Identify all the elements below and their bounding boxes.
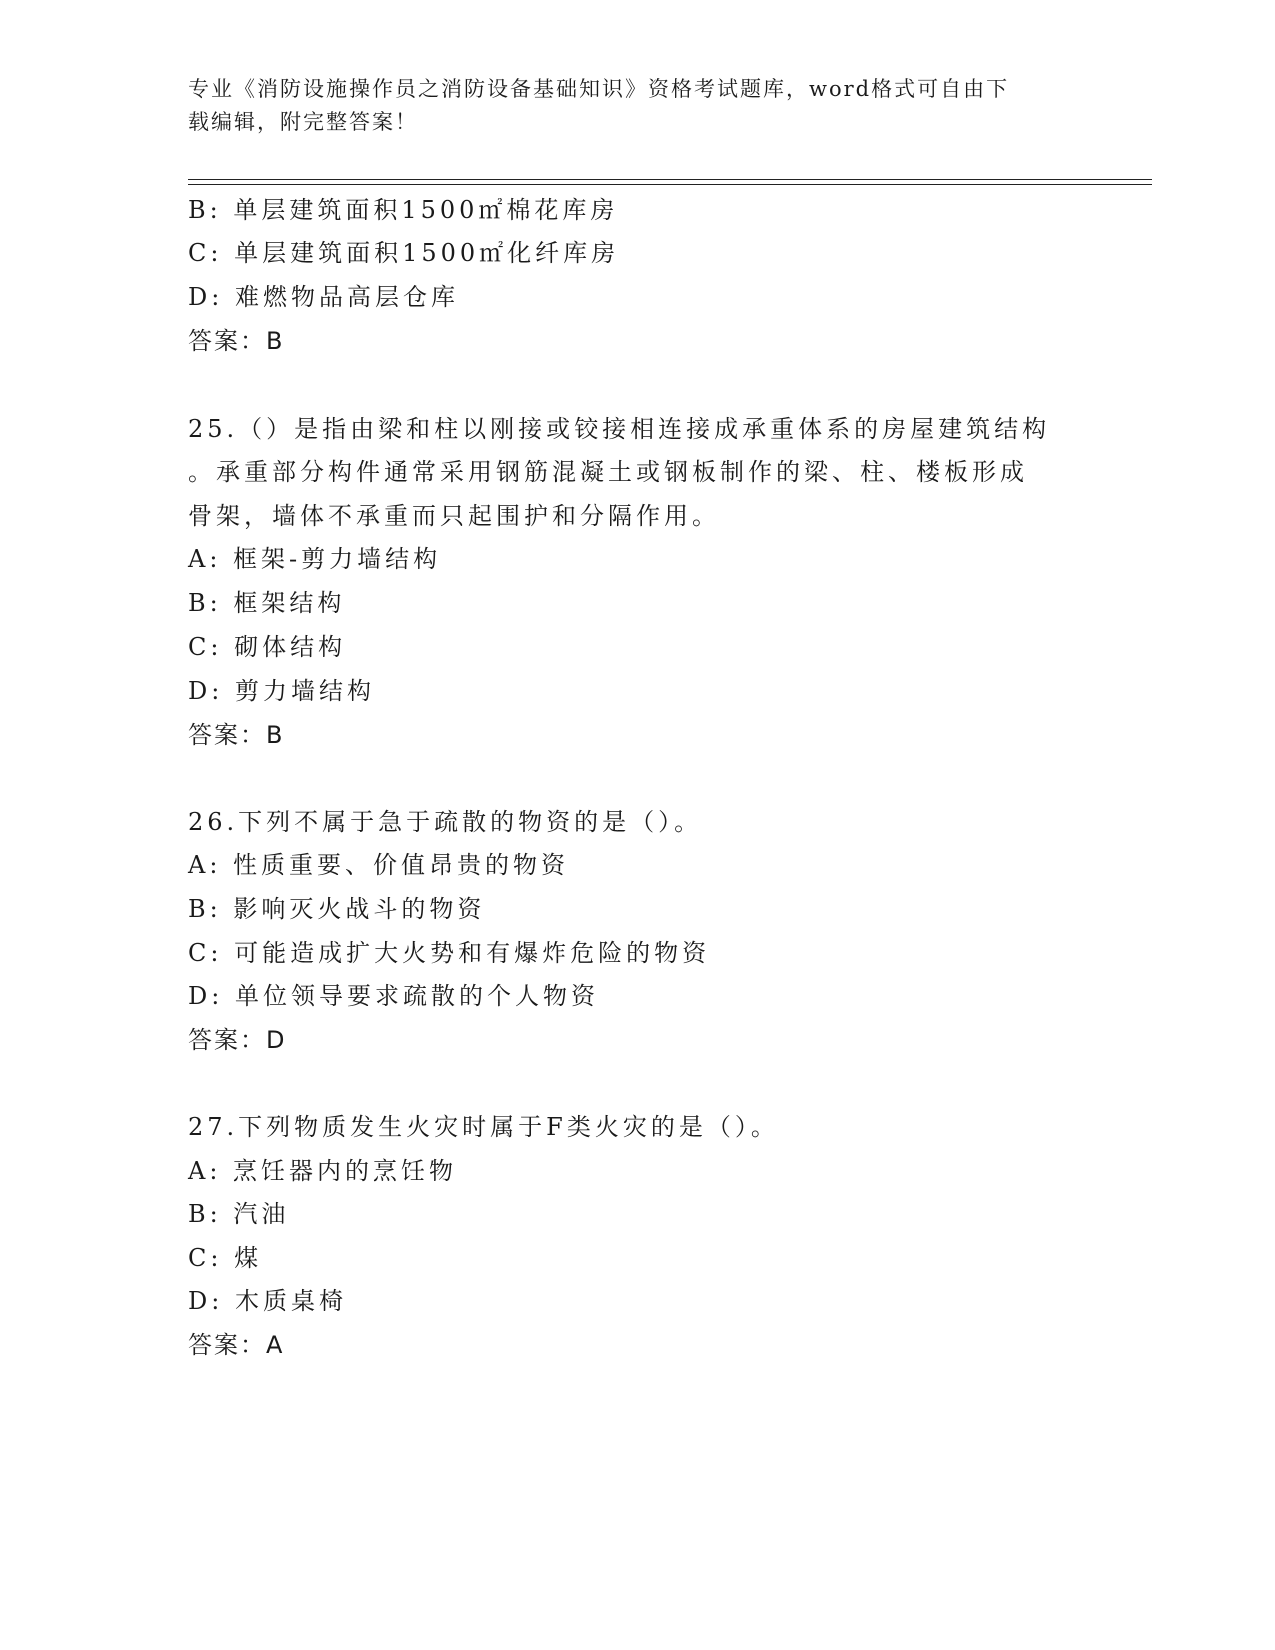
q26-option-a: A: 性质重要、价值昂贵的物资 <box>188 851 570 879</box>
q25-option-a: A: 框架-剪力墙结构 <box>188 545 442 573</box>
q26-option-b: B: 影响灭火战斗的物资 <box>188 895 486 923</box>
q25-option-c: C: 砌体结构 <box>188 633 347 661</box>
q27-option-c: C: 煤 <box>188 1244 263 1272</box>
q25-option-b: B: 框架结构 <box>188 589 346 617</box>
q24-answer: 答案：B <box>188 327 285 355</box>
q24-option-b: B: 单层建筑面积1500㎡棉花库房 <box>188 196 619 224</box>
header-line-1: 专业《消防设施操作员之消防设备基础知识》资格考试题库，word格式可自由下 <box>188 77 1010 101</box>
q25-answer: 答案：B <box>188 721 285 749</box>
header-line-2: 载编辑，附完整答案！ <box>188 110 418 134</box>
header-rule-bottom <box>188 184 1152 185</box>
q27-stem: 27.下列物质发生火灾时属于F类火灾的是（）。 <box>188 1113 779 1141</box>
page-header <box>188 73 1068 139</box>
q26-stem: 26.下列不属于急于疏散的物资的是（）。 <box>188 808 703 836</box>
q24-option-c: C: 单层建筑面积1500㎡化纤库房 <box>188 239 620 267</box>
q24-option-d: D: 难燃物品高层仓库 <box>188 283 459 311</box>
q27-option-d: D: 木质桌椅 <box>188 1287 347 1315</box>
q27-answer: 答案：A <box>188 1331 285 1359</box>
q25-option-d: D: 剪力墙结构 <box>188 677 375 705</box>
q26-answer: 答案：D <box>188 1026 287 1054</box>
q27-option-b: B: 汽油 <box>188 1200 290 1228</box>
q25-stem-line-3: 骨架，墙体不承重而只起围护和分隔作用。 <box>188 502 720 530</box>
header-rule-top <box>188 179 1152 180</box>
q26-option-d: D: 单位领导要求疏散的个人物资 <box>188 982 599 1010</box>
q26-option-c: C: 可能造成扩大火势和有爆炸危险的物资 <box>188 939 711 967</box>
q25-stem-line-2: 。承重部分构件通常采用钢筋混凝土或钢板制作的梁、柱、楼板形成 <box>188 458 1028 486</box>
q27-option-a: A: 烹饪器内的烹饪物 <box>188 1157 458 1185</box>
q25-stem-line-1: 25.（）是指由梁和柱以刚接或铰接相连接成承重体系的房屋建筑结构 <box>188 415 1051 443</box>
